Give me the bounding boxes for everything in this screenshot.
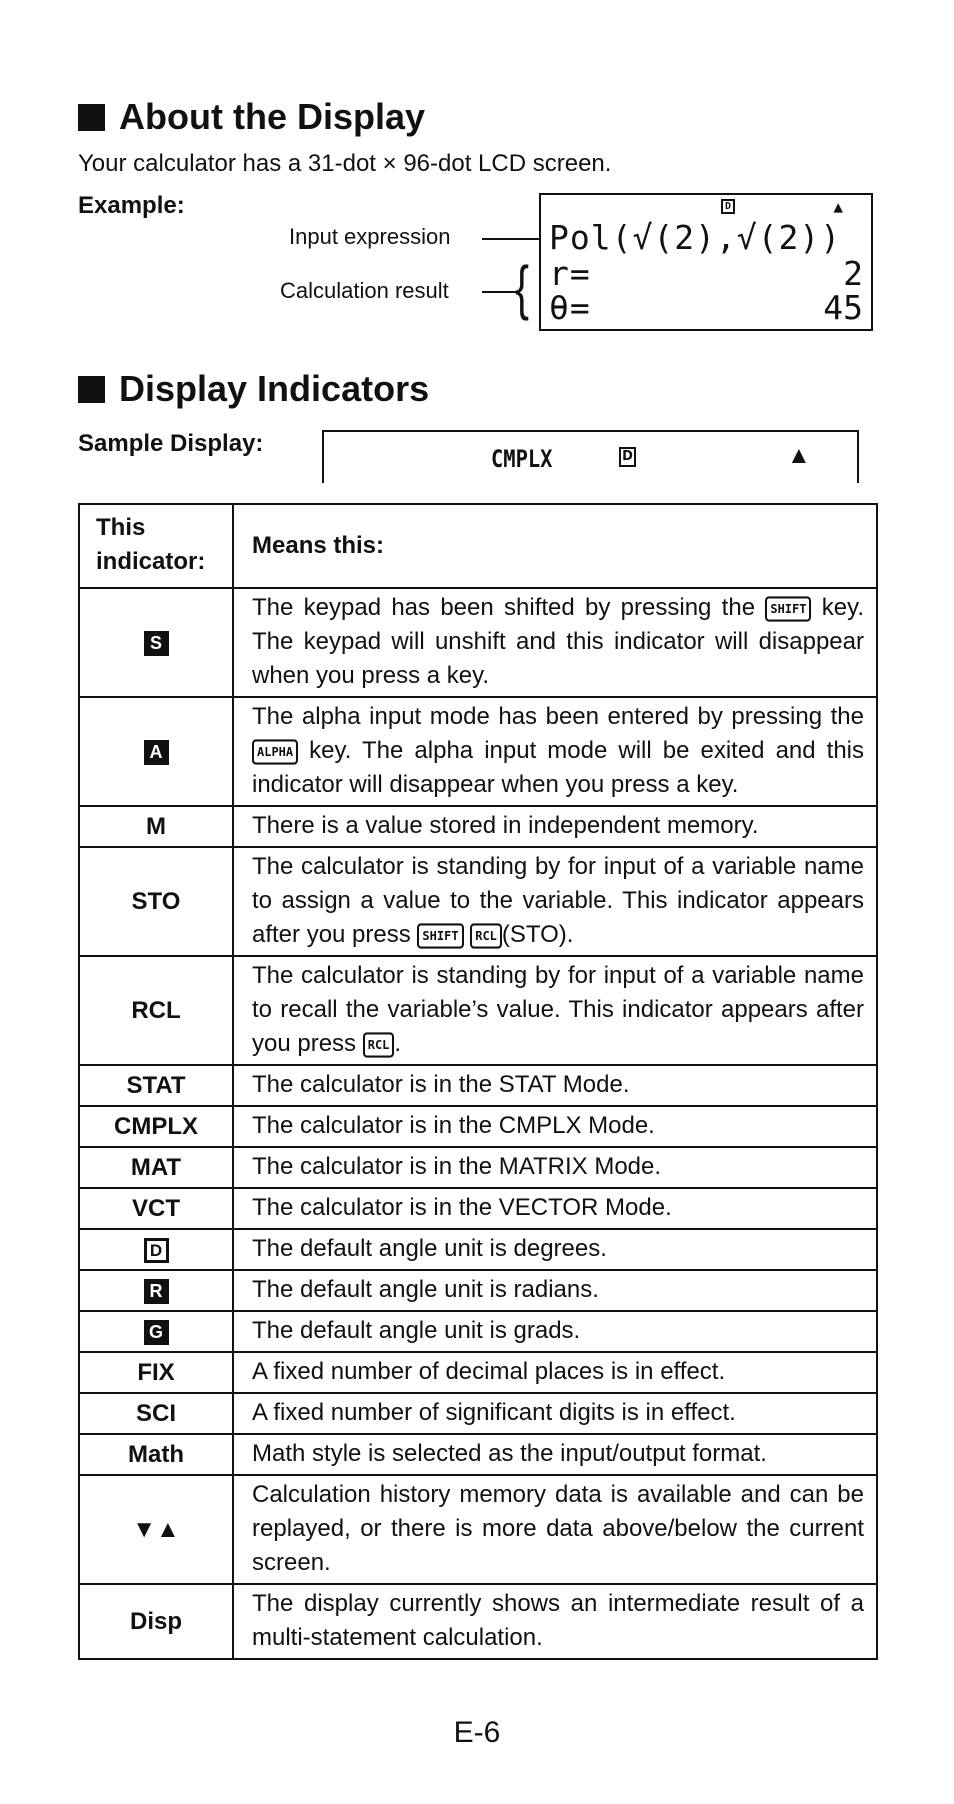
table-header-row bbox=[79, 504, 877, 588]
rcl-key-icon: RCL bbox=[363, 1032, 395, 1057]
meaning-text: There is a value stored in independent memory. bbox=[252, 812, 759, 839]
meaning-text: Calculation history memory data is available and can be replayed, or there is more data above/below the current screen. bbox=[252, 1481, 864, 1576]
indicator-table-body bbox=[79, 588, 877, 1659]
meaning-text: The calculator is in the MATRIX Mode. bbox=[252, 1153, 662, 1180]
header-meaning: Means this: bbox=[233, 504, 877, 588]
meaning-text: The display currently shows an intermediate result of a multi-statement calculation. bbox=[252, 1590, 864, 1651]
table-row bbox=[79, 1106, 877, 1147]
table-row bbox=[79, 1352, 877, 1393]
indicator-r-icon: R bbox=[144, 1279, 169, 1304]
indicator-label: SCI bbox=[135, 1399, 176, 1427]
about-display-heading bbox=[78, 96, 425, 138]
table-row bbox=[79, 847, 877, 956]
result-brace-icon: { bbox=[515, 254, 530, 321]
meaning-cell bbox=[233, 806, 877, 847]
lcd-theta-label: θ= bbox=[549, 288, 591, 327]
meaning-text: A fixed number of significant digits is in effect. bbox=[252, 1399, 736, 1426]
indicator-cell bbox=[79, 1147, 233, 1188]
table-row bbox=[79, 1229, 877, 1270]
indicator-cell bbox=[79, 1065, 233, 1106]
indicator-label: STO bbox=[131, 887, 181, 915]
meaning-text: . bbox=[394, 1030, 402, 1057]
indicator-g-icon: G bbox=[144, 1320, 169, 1345]
indicator-label: Disp bbox=[129, 1607, 182, 1635]
table-row bbox=[79, 1584, 877, 1659]
indicator-cell bbox=[79, 847, 233, 956]
meaning-cell bbox=[233, 1106, 877, 1147]
indicator-label: CMPLX bbox=[114, 1112, 198, 1140]
indicator-label: RCL bbox=[131, 996, 181, 1024]
meaning-text: The calculator is in the VECTOR Mode. bbox=[252, 1194, 672, 1221]
callout-input-line bbox=[482, 238, 539, 240]
indicator-cell bbox=[79, 1311, 233, 1352]
meaning-text: The default angle unit is degrees. bbox=[252, 1235, 607, 1262]
meaning-cell bbox=[233, 1229, 877, 1270]
callout-result-line bbox=[482, 291, 517, 293]
rcl-key-icon: RCL bbox=[470, 923, 502, 948]
header-indicator-line2: indicator: bbox=[96, 548, 206, 575]
meaning-cell bbox=[233, 1311, 877, 1352]
indicator-s-icon: S bbox=[144, 631, 169, 656]
meaning-text: The calculator is in the STAT Mode. bbox=[252, 1071, 630, 1098]
square-bullet-icon bbox=[78, 104, 105, 131]
sample-display-screen bbox=[322, 430, 859, 483]
table-row bbox=[79, 1270, 877, 1311]
table-row bbox=[79, 1188, 877, 1229]
indicator-cell bbox=[79, 806, 233, 847]
meaning-cell bbox=[233, 697, 877, 806]
meaning-cell bbox=[233, 1065, 877, 1106]
sample-display-label: Sample Display: bbox=[78, 430, 264, 457]
indicator-label: Math bbox=[128, 1440, 184, 1468]
indicator-cell bbox=[79, 956, 233, 1065]
meaning-cell bbox=[233, 956, 877, 1065]
indicator-label: ▼▲ bbox=[132, 1515, 180, 1543]
indicator-a-icon: A bbox=[144, 740, 169, 765]
table-row bbox=[79, 697, 877, 806]
alpha-key-icon: ALPHA bbox=[252, 739, 298, 764]
table-row bbox=[79, 806, 877, 847]
indicator-label: FIX bbox=[137, 1358, 175, 1386]
header-indicator-line1: This bbox=[96, 514, 146, 541]
callout-calculation-result: Calculation result bbox=[280, 278, 449, 303]
meaning-text: The default angle unit is grads. bbox=[252, 1317, 581, 1344]
display-indicators-title: Display Indicators bbox=[119, 368, 430, 409]
indicator-d-icon: D bbox=[144, 1238, 169, 1263]
indicator-cell bbox=[79, 1393, 233, 1434]
meaning-text: key. The keypad will unshift and this indicator will disappear when you press a key. bbox=[252, 594, 864, 689]
meaning-cell bbox=[233, 847, 877, 956]
shift-key-icon: SHIFT bbox=[417, 923, 463, 948]
callout-input-expression: Input expression bbox=[289, 224, 451, 249]
indicator-cell bbox=[79, 1188, 233, 1229]
indicator-cell bbox=[79, 1584, 233, 1659]
indicator-label: MAT bbox=[130, 1153, 182, 1181]
indicator-cell bbox=[79, 1352, 233, 1393]
header-indicator bbox=[79, 504, 233, 588]
meaning-text: The alpha input mode has been entered by pressing the bbox=[252, 703, 864, 730]
table-row bbox=[79, 1434, 877, 1475]
meaning-cell bbox=[233, 1475, 877, 1584]
meaning-text: The default angle unit is radians. bbox=[252, 1276, 599, 1303]
table-row bbox=[79, 1475, 877, 1584]
display-intro-text: Your calculator has a 31-dot × 96-dot LCD screen. bbox=[78, 150, 612, 177]
meaning-cell bbox=[233, 588, 877, 697]
meaning-cell bbox=[233, 1434, 877, 1475]
meaning-text: Math style is selected as the input/output format. bbox=[252, 1440, 767, 1467]
meaning-cell bbox=[233, 1147, 877, 1188]
indicator-label: VCT bbox=[132, 1194, 180, 1222]
up-arrow-icon: ▲ bbox=[833, 197, 843, 216]
table-row bbox=[79, 956, 877, 1065]
meaning-text: key. The alpha input mode will be exited and this indicator will disappear when you press a key. bbox=[252, 737, 864, 798]
table-row bbox=[79, 588, 877, 697]
page-number: E-6 bbox=[453, 1716, 501, 1749]
indicator-cell bbox=[79, 1229, 233, 1270]
lcd-r-label: r= bbox=[549, 254, 591, 293]
shift-key-icon: SHIFT bbox=[765, 596, 811, 621]
meaning-text: The keypad has been shifted by pressing the bbox=[252, 594, 766, 621]
table-row bbox=[79, 1147, 877, 1188]
meaning-text: A fixed number of decimal places is in effect. bbox=[252, 1358, 726, 1385]
lcd-input-expression: Pol(√(2),√(2)) bbox=[549, 218, 842, 257]
table-row bbox=[79, 1065, 877, 1106]
meaning-text: The calculator is standing by for input of a variable name to assign a value to the variable. This indicator appears after you press bbox=[252, 853, 864, 948]
indicator-label: M bbox=[146, 812, 166, 840]
lcd-r-value: 2 bbox=[843, 254, 863, 293]
example-lcd-screen bbox=[539, 193, 873, 331]
indicator-cell bbox=[79, 588, 233, 697]
sample-degree-indicator-icon: D bbox=[619, 447, 636, 467]
indicator-cell bbox=[79, 697, 233, 806]
table-row bbox=[79, 1393, 877, 1434]
meaning-cell bbox=[233, 1584, 877, 1659]
meaning-cell bbox=[233, 1270, 877, 1311]
lcd-theta-value: 45 bbox=[823, 288, 863, 327]
square-bullet-icon bbox=[78, 376, 105, 403]
indicator-table bbox=[78, 503, 878, 1660]
display-indicators-heading bbox=[78, 368, 429, 410]
indicator-cell bbox=[79, 1270, 233, 1311]
indicator-label: STAT bbox=[126, 1071, 186, 1099]
indicator-cell bbox=[79, 1106, 233, 1147]
meaning-text: (STO). bbox=[501, 921, 574, 948]
example-label: Example: bbox=[78, 192, 185, 219]
sample-up-arrow-icon: ▲ bbox=[787, 442, 811, 469]
meaning-text bbox=[464, 921, 471, 948]
indicator-cell bbox=[79, 1434, 233, 1475]
table-row bbox=[79, 1311, 877, 1352]
meaning-cell bbox=[233, 1188, 877, 1229]
meaning-cell bbox=[233, 1352, 877, 1393]
degree-indicator-icon: D bbox=[721, 199, 735, 214]
meaning-text: The calculator is standing by for input of a variable name to recall the variable’s value. This indicator appears after you press bbox=[252, 962, 864, 1057]
meaning-text: The calculator is in the CMPLX Mode. bbox=[252, 1112, 655, 1139]
indicator-cell bbox=[79, 1475, 233, 1584]
meaning-cell bbox=[233, 1393, 877, 1434]
sample-cmplx-indicator: CMPLX bbox=[491, 445, 553, 473]
about-display-title: About the Display bbox=[119, 96, 426, 137]
